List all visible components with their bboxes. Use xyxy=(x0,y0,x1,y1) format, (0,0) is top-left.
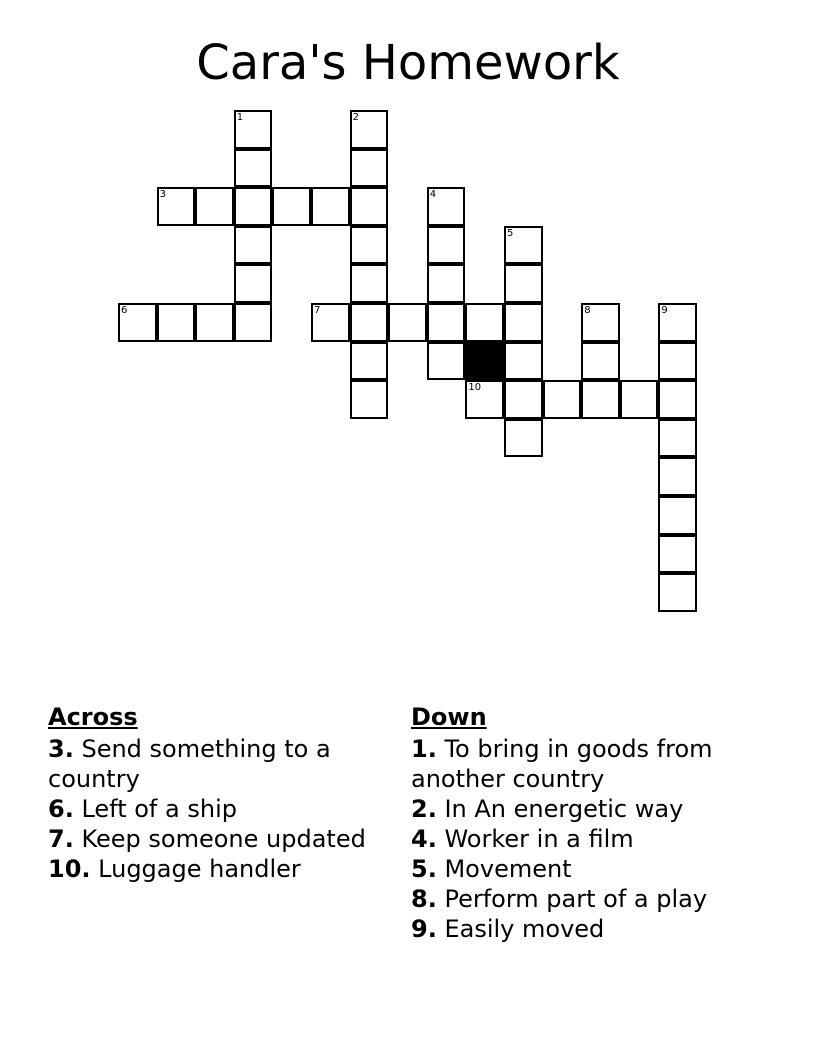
crossword-cell[interactable] xyxy=(427,226,466,265)
crossword-cell[interactable] xyxy=(658,535,697,574)
clue-number: 2. xyxy=(411,795,437,823)
down-clue xyxy=(411,914,741,944)
crossword-cell[interactable] xyxy=(234,149,273,188)
crossword-cell[interactable] xyxy=(350,380,389,419)
crossword-cell[interactable] xyxy=(350,342,389,381)
crossword-cell[interactable] xyxy=(581,342,620,381)
down-clue xyxy=(411,824,741,854)
down-clue xyxy=(411,884,741,914)
crossword-cell[interactable] xyxy=(311,187,350,226)
crossword-cell[interactable] xyxy=(465,380,504,419)
crossword-cell[interactable] xyxy=(350,187,389,226)
crossword-block xyxy=(465,342,504,381)
crossword-cell[interactable] xyxy=(658,573,697,612)
crossword-cell[interactable] xyxy=(388,303,427,342)
crossword-cell[interactable] xyxy=(543,380,582,419)
down-clue xyxy=(411,794,741,824)
crossword-cell[interactable] xyxy=(658,380,697,419)
crossword-cell[interactable] xyxy=(504,380,543,419)
cell-number: 8 xyxy=(584,305,591,316)
crossword-cell[interactable] xyxy=(157,303,196,342)
crossword-cell[interactable] xyxy=(195,187,234,226)
clue-text: Easily moved xyxy=(444,915,605,943)
crossword-cell[interactable] xyxy=(234,264,273,303)
crossword-cell[interactable] xyxy=(581,380,620,419)
crossword-cell[interactable] xyxy=(427,264,466,303)
clue-number: 8. xyxy=(411,885,437,913)
crossword-cell[interactable] xyxy=(658,303,697,342)
clue-number: 10. xyxy=(48,855,91,883)
crossword-cell[interactable] xyxy=(195,303,234,342)
clue-text: In An energetic way xyxy=(444,795,684,823)
crossword-cell[interactable] xyxy=(350,149,389,188)
crossword-cell[interactable] xyxy=(504,342,543,381)
across-clue xyxy=(48,794,388,824)
crossword-cell[interactable] xyxy=(658,457,697,496)
down-clue xyxy=(411,734,741,794)
cell-number: 10 xyxy=(468,382,482,394)
crossword-cell[interactable] xyxy=(427,342,466,381)
crossword-cell[interactable] xyxy=(465,303,504,342)
clue-number: 7. xyxy=(48,825,74,853)
across-clue xyxy=(48,854,388,884)
clue-number: 5. xyxy=(411,855,437,883)
cell-number: 1 xyxy=(236,112,244,123)
clue-number: 4. xyxy=(411,825,437,853)
clue-text: Send something to a country xyxy=(48,735,331,793)
crossword-cell[interactable] xyxy=(350,110,389,149)
crossword-cell[interactable] xyxy=(504,226,543,265)
crossword-cell[interactable] xyxy=(620,380,659,419)
clue-number: 1. xyxy=(411,735,437,763)
clue-text: Keep someone updated xyxy=(81,825,366,853)
clue-text: Worker in a film xyxy=(444,825,634,853)
down-clue xyxy=(411,854,741,884)
across-clue xyxy=(48,824,388,854)
crossword-cell[interactable] xyxy=(234,187,273,226)
crossword-cell[interactable] xyxy=(504,419,543,458)
crossword-cell[interactable] xyxy=(658,496,697,535)
crossword-cell[interactable] xyxy=(350,303,389,342)
cell-number: 6 xyxy=(121,305,128,316)
cell-number: 3 xyxy=(159,189,166,201)
across-clues xyxy=(48,702,388,884)
clue-text: Movement xyxy=(444,855,572,883)
across-clue xyxy=(48,734,388,794)
cell-number: 5 xyxy=(507,227,514,239)
crossword-cell[interactable] xyxy=(234,110,273,149)
cell-number: 4 xyxy=(429,189,437,201)
crossword-cell[interactable] xyxy=(311,303,350,342)
crossword-cell[interactable] xyxy=(658,342,697,381)
cell-number: 9 xyxy=(661,305,668,316)
down-clues xyxy=(411,702,741,944)
cell-number: 2 xyxy=(352,112,359,123)
crossword-cell[interactable] xyxy=(272,187,311,226)
crossword-cell[interactable] xyxy=(157,187,196,226)
clue-text: To bring in goods from another country xyxy=(411,735,713,793)
clue-text: Left of a ship xyxy=(81,795,237,823)
clue-number: 9. xyxy=(411,915,437,943)
clue-text: Luggage handler xyxy=(98,855,301,883)
crossword-cell[interactable] xyxy=(350,226,389,265)
crossword-cell[interactable] xyxy=(504,264,543,303)
crossword-cell[interactable] xyxy=(581,303,620,342)
cell-number: 7 xyxy=(314,305,321,316)
clue-text: Perform part of a play xyxy=(444,885,708,913)
crossword-cell[interactable] xyxy=(427,187,466,226)
crossword-cell[interactable] xyxy=(350,264,389,303)
page-title: Cara's Homework xyxy=(196,35,620,91)
down-heading: Down xyxy=(411,703,487,731)
crossword-cell[interactable] xyxy=(234,303,273,342)
crossword-cell[interactable] xyxy=(504,303,543,342)
crossword-cell[interactable] xyxy=(427,303,466,342)
clue-number: 3. xyxy=(48,735,74,763)
clue-number: 6. xyxy=(48,795,74,823)
crossword-cell[interactable] xyxy=(118,303,157,342)
crossword-cell[interactable] xyxy=(234,226,273,265)
crossword-cell[interactable] xyxy=(658,419,697,458)
across-heading: Across xyxy=(48,703,138,731)
